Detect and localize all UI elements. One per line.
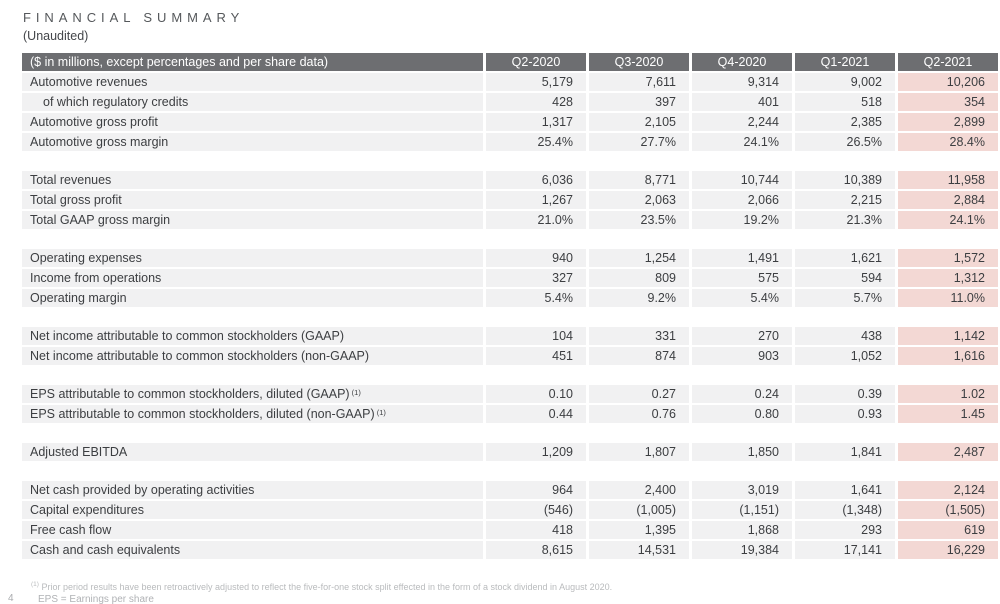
cell-value: 25.4% xyxy=(486,133,586,151)
cell-value: 0.39 xyxy=(795,385,895,403)
cell-value: 27.7% xyxy=(589,133,689,151)
cell-value: 19.2% xyxy=(692,211,792,229)
table-row xyxy=(22,113,998,131)
cell-value: 5.7% xyxy=(795,289,895,307)
row-label: EPS attributable to common stockholders, diluted (GAAP) $^{(1)}$ xyxy=(22,385,483,403)
cell-value: 1,052 xyxy=(795,347,895,365)
table-row xyxy=(22,211,998,229)
cell-value: 940 xyxy=(486,249,586,267)
cell-value: 2,105 xyxy=(589,113,689,131)
section-spacer xyxy=(22,309,998,327)
cell-value: 1,572 xyxy=(898,249,998,267)
cell-value: 270 xyxy=(692,327,792,345)
cell-value: 428 xyxy=(486,93,586,111)
cell-value: 3,019 xyxy=(692,481,792,499)
cell-value: 1,254 xyxy=(589,249,689,267)
cell-value: 8,615 xyxy=(486,541,586,559)
cell-value: 451 xyxy=(486,347,586,365)
row-label: Capital expenditures xyxy=(22,501,483,519)
cell-value: 1,616 xyxy=(898,347,998,365)
cell-value: 903 xyxy=(692,347,792,365)
table-row xyxy=(22,521,998,539)
cell-value: 9,002 xyxy=(795,73,895,91)
table-row xyxy=(22,269,998,287)
table-row xyxy=(22,385,998,403)
row-label: Net income attributable to common stockholders (GAAP) xyxy=(22,327,483,345)
cell-value: 964 xyxy=(486,481,586,499)
cell-value: 23.5% xyxy=(589,211,689,229)
cell-value: 8,771 xyxy=(589,171,689,189)
cell-value: (1,005) xyxy=(589,501,689,519)
cell-value: 10,389 xyxy=(795,171,895,189)
cell-value: 104 xyxy=(486,327,586,345)
table-row xyxy=(22,347,998,365)
cell-value: 438 xyxy=(795,327,895,345)
table-row xyxy=(22,191,998,209)
cell-value: 2,899 xyxy=(898,113,998,131)
cell-value: 7,611 xyxy=(589,73,689,91)
cell-value: 1,267 xyxy=(486,191,586,209)
cell-value: 10,744 xyxy=(692,171,792,189)
cell-value: 0.93 xyxy=(795,405,895,423)
cell-value: 19,384 xyxy=(692,541,792,559)
cell-value: 17,141 xyxy=(795,541,895,559)
cell-value: (1,505) xyxy=(898,501,998,519)
table-row xyxy=(22,93,998,111)
cell-value: 1,807 xyxy=(589,443,689,461)
cell-value: 24.1% xyxy=(898,211,998,229)
cell-value: 9,314 xyxy=(692,73,792,91)
cell-value: 2,124 xyxy=(898,481,998,499)
cell-value: 28.4% xyxy=(898,133,998,151)
footnote-stock-split xyxy=(31,581,612,592)
table-row xyxy=(22,443,998,461)
page-number: 4 xyxy=(8,593,14,604)
cell-value: 11,958 xyxy=(898,171,998,189)
cell-value: 1,850 xyxy=(692,443,792,461)
cell-value: 2,063 xyxy=(589,191,689,209)
cell-value: 1,317 xyxy=(486,113,586,131)
cell-value: 1,621 xyxy=(795,249,895,267)
cell-value: 293 xyxy=(795,521,895,539)
table-header-units-label: ($ in millions, except percentages and per share data) xyxy=(22,53,483,71)
cell-value: 2,884 xyxy=(898,191,998,209)
cell-value: 1,868 xyxy=(692,521,792,539)
cell-value: 1,841 xyxy=(795,443,895,461)
table-row xyxy=(22,541,998,559)
table-row xyxy=(22,289,998,307)
column-header-q1-2021: Q1-2021 xyxy=(795,53,895,71)
cell-value: 10,206 xyxy=(898,73,998,91)
row-label: Free cash flow xyxy=(22,521,483,539)
cell-value: 575 xyxy=(692,269,792,287)
cell-value: 401 xyxy=(692,93,792,111)
row-label: Automotive revenues xyxy=(22,73,483,91)
row-label: EPS attributable to common stockholders, diluted (non-GAAP) $^{(1)}$ xyxy=(22,405,483,423)
row-label: Automotive gross profit xyxy=(22,113,483,131)
cell-value: (1,151) xyxy=(692,501,792,519)
table-row xyxy=(22,171,998,189)
row-label: Operating margin xyxy=(22,289,483,307)
cell-value: 619 xyxy=(898,521,998,539)
footnote-eps-definition: EPS = Earnings per share xyxy=(38,594,154,604)
cell-value: 0.24 xyxy=(692,385,792,403)
table-row xyxy=(22,327,998,345)
row-label: Cash and cash equivalents xyxy=(22,541,483,559)
cell-value: 2,487 xyxy=(898,443,998,461)
row-label: Automotive gross margin xyxy=(22,133,483,151)
cell-value: 0.44 xyxy=(486,405,586,423)
cell-value: 2,385 xyxy=(795,113,895,131)
cell-value: 0.76 xyxy=(589,405,689,423)
cell-value: 0.80 xyxy=(692,405,792,423)
cell-value: 397 xyxy=(589,93,689,111)
column-header-q2-2020: Q2-2020 xyxy=(486,53,586,71)
cell-value: 1,641 xyxy=(795,481,895,499)
table-row xyxy=(22,73,998,91)
cell-value: 809 xyxy=(589,269,689,287)
cell-value: 2,244 xyxy=(692,113,792,131)
cell-value: 2,066 xyxy=(692,191,792,209)
cell-value: 0.27 xyxy=(589,385,689,403)
cell-value: 26.5% xyxy=(795,133,895,151)
table-row xyxy=(22,133,998,151)
cell-value: 874 xyxy=(589,347,689,365)
cell-value: 2,400 xyxy=(589,481,689,499)
section-spacer xyxy=(22,231,998,249)
cell-value: 21.0% xyxy=(486,211,586,229)
cell-value: 5,179 xyxy=(486,73,586,91)
row-label-superscript: (1) xyxy=(374,408,386,417)
row-label: of which regulatory credits xyxy=(22,93,483,111)
row-label: Adjusted EBITDA xyxy=(22,443,483,461)
cell-value: 354 xyxy=(898,93,998,111)
row-label: Total revenues xyxy=(22,171,483,189)
table-row xyxy=(22,405,998,423)
cell-value: 1.45 xyxy=(898,405,998,423)
footnote-text: Prior period results have been retroactively adjusted to reflect the five-for-one stock split effected in the form of a stock dividend in August 2020. xyxy=(41,582,613,592)
row-label: Net income attributable to common stockholders (non-GAAP) xyxy=(22,347,483,365)
cell-value: 1.02 xyxy=(898,385,998,403)
section-spacer xyxy=(22,425,998,443)
cell-value: 0.10 xyxy=(486,385,586,403)
cell-value: 2,215 xyxy=(795,191,895,209)
cell-value: 6,036 xyxy=(486,171,586,189)
row-label: Income from operations xyxy=(22,269,483,287)
row-label: Net cash provided by operating activities xyxy=(22,481,483,499)
section-spacer xyxy=(22,153,998,171)
cell-value: 418 xyxy=(486,521,586,539)
cell-value: 1,312 xyxy=(898,269,998,287)
page-title: FINANCIAL SUMMARY xyxy=(23,10,245,25)
cell-value: 5.4% xyxy=(692,289,792,307)
table-row xyxy=(22,249,998,267)
cell-value: (546) xyxy=(486,501,586,519)
cell-value: 9.2% xyxy=(589,289,689,307)
cell-value: 24.1% xyxy=(692,133,792,151)
footnote-superscript: (1) xyxy=(31,581,39,588)
section-spacer xyxy=(22,367,998,385)
column-header-q3-2020: Q3-2020 xyxy=(589,53,689,71)
page-subtitle: (Unaudited) xyxy=(23,29,89,43)
table-header-row xyxy=(22,53,998,71)
cell-value: 5.4% xyxy=(486,289,586,307)
row-label: Total GAAP gross margin xyxy=(22,211,483,229)
cell-value: (1,348) xyxy=(795,501,895,519)
cell-value: 14,531 xyxy=(589,541,689,559)
financial-summary-table xyxy=(22,53,998,561)
cell-value: 331 xyxy=(589,327,689,345)
cell-value: 1,395 xyxy=(589,521,689,539)
cell-value: 11.0% xyxy=(898,289,998,307)
table-row xyxy=(22,481,998,499)
column-header-q2-2021: Q2-2021 xyxy=(898,53,998,71)
row-label-superscript: (1) xyxy=(349,388,361,397)
table-row xyxy=(22,501,998,519)
cell-value: 518 xyxy=(795,93,895,111)
cell-value: 327 xyxy=(486,269,586,287)
section-spacer xyxy=(22,463,998,481)
cell-value: 1,142 xyxy=(898,327,998,345)
row-label: Operating expenses xyxy=(22,249,483,267)
column-header-q4-2020: Q4-2020 xyxy=(692,53,792,71)
cell-value: 16,229 xyxy=(898,541,998,559)
cell-value: 1,491 xyxy=(692,249,792,267)
cell-value: 21.3% xyxy=(795,211,895,229)
row-label: Total gross profit xyxy=(22,191,483,209)
cell-value: 1,209 xyxy=(486,443,586,461)
cell-value: 594 xyxy=(795,269,895,287)
